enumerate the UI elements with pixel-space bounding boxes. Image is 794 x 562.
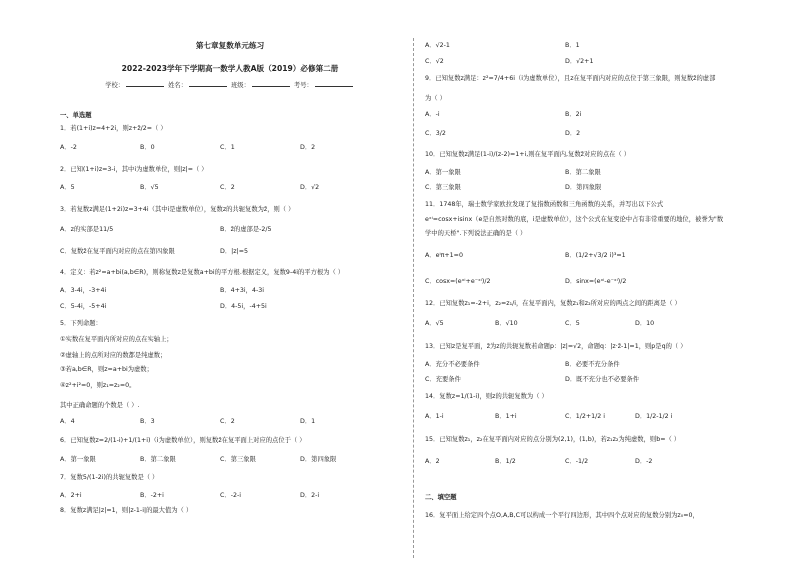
option[interactable]: B．第二象限 (140, 456, 176, 463)
statement: ②虚轴上的点所对应的数都是纯虚数； (60, 352, 167, 359)
option[interactable]: C．5-4i，-5+4i (60, 303, 107, 310)
option[interactable]: B．2i (565, 111, 582, 118)
option[interactable]: C．3/2 (425, 130, 446, 137)
option[interactable]: D．2 (565, 130, 581, 137)
option[interactable]: D．10 (635, 320, 655, 327)
option[interactable]: D．2 (300, 144, 316, 151)
exam-title: 第七章复数单元练习 (195, 41, 265, 50)
left-column (60, 0, 400, 562)
option[interactable]: B．4+3i，4-3i (220, 287, 264, 294)
option[interactable]: C．第三象限 (425, 184, 461, 191)
class-blank[interactable] (252, 80, 290, 87)
question-3: 3．若复数z满足(1+2i)z=3+4i（其中i是虚数单位），复数z的共轭复数为z̄，则（ ） (60, 206, 295, 213)
option[interactable]: D．√2 (300, 184, 320, 191)
student-info-row (60, 80, 400, 90)
option[interactable]: A．1-i (425, 413, 444, 420)
question-6: 6．已知复数z=2/(1-i)+1/(1+i)（i为虚数单位），则复数z̄在复平面上对应的点位于（ ） (60, 437, 306, 444)
question-5-ask: 其中正确命题的个数是（ ）. (60, 402, 140, 409)
option[interactable]: B．√5 (140, 184, 159, 191)
option[interactable]: D．4-5i，-4+5i (220, 303, 267, 310)
id-label: 考号： (293, 82, 313, 89)
option[interactable]: D．第四象限 (300, 456, 337, 463)
option[interactable]: A．2+i (60, 492, 82, 499)
section-heading-1: 一、单选题 (60, 112, 92, 119)
option[interactable]: B．必要不充分条件 (565, 361, 620, 368)
option[interactable]: C．2 (220, 184, 235, 191)
option[interactable]: C．1/2+1/2 i (565, 413, 605, 420)
question-15: 15．已知复数z₁，z₂在复平面内对应的点分别为(2,1)，(1,b)，若z₁z₂为纯虚数，则b=（ ） (425, 436, 681, 443)
option[interactable]: A．z的实部是11/5 (60, 226, 114, 233)
option[interactable]: A．4 (60, 418, 75, 425)
option[interactable]: D．1 (300, 418, 316, 425)
statement: ①实数在复平面内所对应的点在实轴上； (60, 336, 173, 343)
option[interactable]: D．-2 (635, 458, 653, 465)
option[interactable]: D．√2+1 (565, 58, 594, 65)
question-9-cont: 为（ ） (425, 95, 446, 102)
option[interactable]: A．√5 (425, 320, 444, 327)
section-heading-2: 二、填空题 (425, 494, 457, 501)
question-7: 7．复数5/(1-2i)的共轭复数是（ ） (60, 474, 159, 481)
option[interactable]: C．复数z̄在复平面内对应的点在第四象限 (60, 248, 175, 255)
option[interactable]: B．(1/2+√3/2 i)³=1 (565, 252, 626, 259)
option[interactable]: C．cosx=(eˣⁱ+e⁻ˣⁱ)/2 (425, 278, 491, 285)
name-blank[interactable] (189, 80, 227, 87)
option[interactable]: D．|z|=5 (220, 248, 248, 255)
exam-subtitle: 2022-2023学年下学期高一数学人教A版（2019）必修第二册 (121, 64, 339, 73)
option[interactable]: A．√2-1 (425, 42, 450, 49)
option[interactable]: B．-2+i (140, 492, 164, 499)
option[interactable]: D．1/2-1/2 i (635, 413, 673, 420)
option[interactable]: C．1 (220, 144, 235, 151)
option[interactable]: A．-2 (60, 144, 77, 151)
question-16: 16．复平面上给定四个点O,A,B,C可以构成一个平行四边形，其中四个点对应的复数分别为z₀=0， (425, 512, 699, 519)
question-11: 11．1748年，瑞士数学家欧拉发现了复指数函数和三角函数的关系，并写出以下公式 (425, 201, 664, 208)
question-11-cont: eˣⁱ=cosx+isinx（e是自然对数的底，i是虚数单位），这个公式在复变论中占有非常重要的地位，被誉为"数 (425, 216, 724, 223)
option[interactable]: B．1 (565, 42, 580, 49)
option[interactable]: A．5 (60, 184, 75, 191)
question-5: 5．下列命题： (60, 320, 102, 327)
name-label: 姓名： (168, 82, 187, 89)
option[interactable]: B．√10 (495, 320, 518, 327)
option[interactable]: B．1/2 (495, 458, 516, 465)
option[interactable]: D．2-i (300, 492, 320, 499)
statement: ④z²+i²=0，则z₁=z₂=0。 (60, 382, 136, 389)
option[interactable]: D．第四象限 (565, 184, 602, 191)
question-14: 14．复数z=1/(1-i)，则z的共轭复数为（ ） (425, 393, 548, 400)
option[interactable]: A．3-4i，-3+4i (60, 287, 107, 294)
question-13: 13．已知z是复平面，z̄为z的共轭复数若命题p：|z|=√2，命题q：|z·z̄-1|=1，则p是q的（ ） (425, 343, 687, 350)
class-label: 班级： (231, 82, 250, 89)
option[interactable]: C．√2 (425, 58, 444, 65)
option[interactable]: A．eⁱπ+1=0 (425, 252, 463, 259)
id-blank[interactable] (315, 80, 353, 87)
question-11-cont: 学中的天桥".下列说法正确的是（ ） (425, 230, 527, 237)
option[interactable]: C．5 (565, 320, 580, 327)
question-9: 9．已知复数z满足：z²=7/4+6i（i为虚数单位），且z在复平面内对应的点位于第三象限，则复数z̄的虚部 (425, 75, 716, 82)
option[interactable]: A．2 (425, 458, 440, 465)
question-8: 8．复数z满足|z|=1，则|z-1-i|的最大值为（ ） (60, 507, 193, 514)
school-blank[interactable] (126, 80, 164, 87)
option[interactable]: A．第一象限 (425, 169, 461, 176)
option[interactable]: B．1+i (495, 413, 517, 420)
option[interactable]: C．充要条件 (425, 376, 461, 383)
option[interactable]: B．z̄的虚部是-2/5 (220, 226, 272, 233)
option[interactable]: C．第三象限 (220, 456, 256, 463)
option[interactable]: B．3 (140, 418, 155, 425)
option[interactable]: C．-2-i (220, 492, 241, 499)
option[interactable]: A．充分不必要条件 (425, 361, 480, 368)
question-2: 2．已知(1+i)z=3-i，其中i为虚数单位，则|z|=（ ） (60, 166, 208, 173)
option[interactable]: C．-1/2 (565, 458, 589, 465)
statement: ③若a,b∈R，则z=a+bi为虚数； (60, 366, 153, 373)
question-10: 10．已知复数z满足(1-i)/(z-2)=1+i,则在复平面内,复数z̄对应的点在（ ） (425, 151, 631, 158)
column-divider (413, 38, 414, 558)
option[interactable]: B．0 (140, 144, 155, 151)
right-column (425, 0, 770, 562)
option[interactable]: A．第一象限 (60, 456, 96, 463)
option[interactable]: C．2 (220, 418, 235, 425)
option[interactable]: D．既不充分也不必要条件 (565, 376, 640, 383)
option[interactable]: A．-i (425, 111, 440, 118)
option[interactable]: D．sinx=(eˣⁱ-e⁻ˣⁱ)/2 (565, 278, 627, 285)
option[interactable]: B．第二象限 (565, 169, 601, 176)
question-1: 1．若(1+i)z=4+2i，则z+z̄/2=（ ） (60, 125, 167, 132)
question-12: 12．已知复数z₁=-2+i，z₂=z₁/i，在复平面内，复数z₁和z₂所对应的两点之间的距离是（ ） (425, 300, 681, 307)
question-4: 4．定义：若z²=a+bi(a,b∈R)，则称复数z是复数a+bi的平方根.根据定义，复数9-4i的平方根为（ ） (60, 269, 345, 276)
school-label: 学校： (105, 82, 125, 89)
